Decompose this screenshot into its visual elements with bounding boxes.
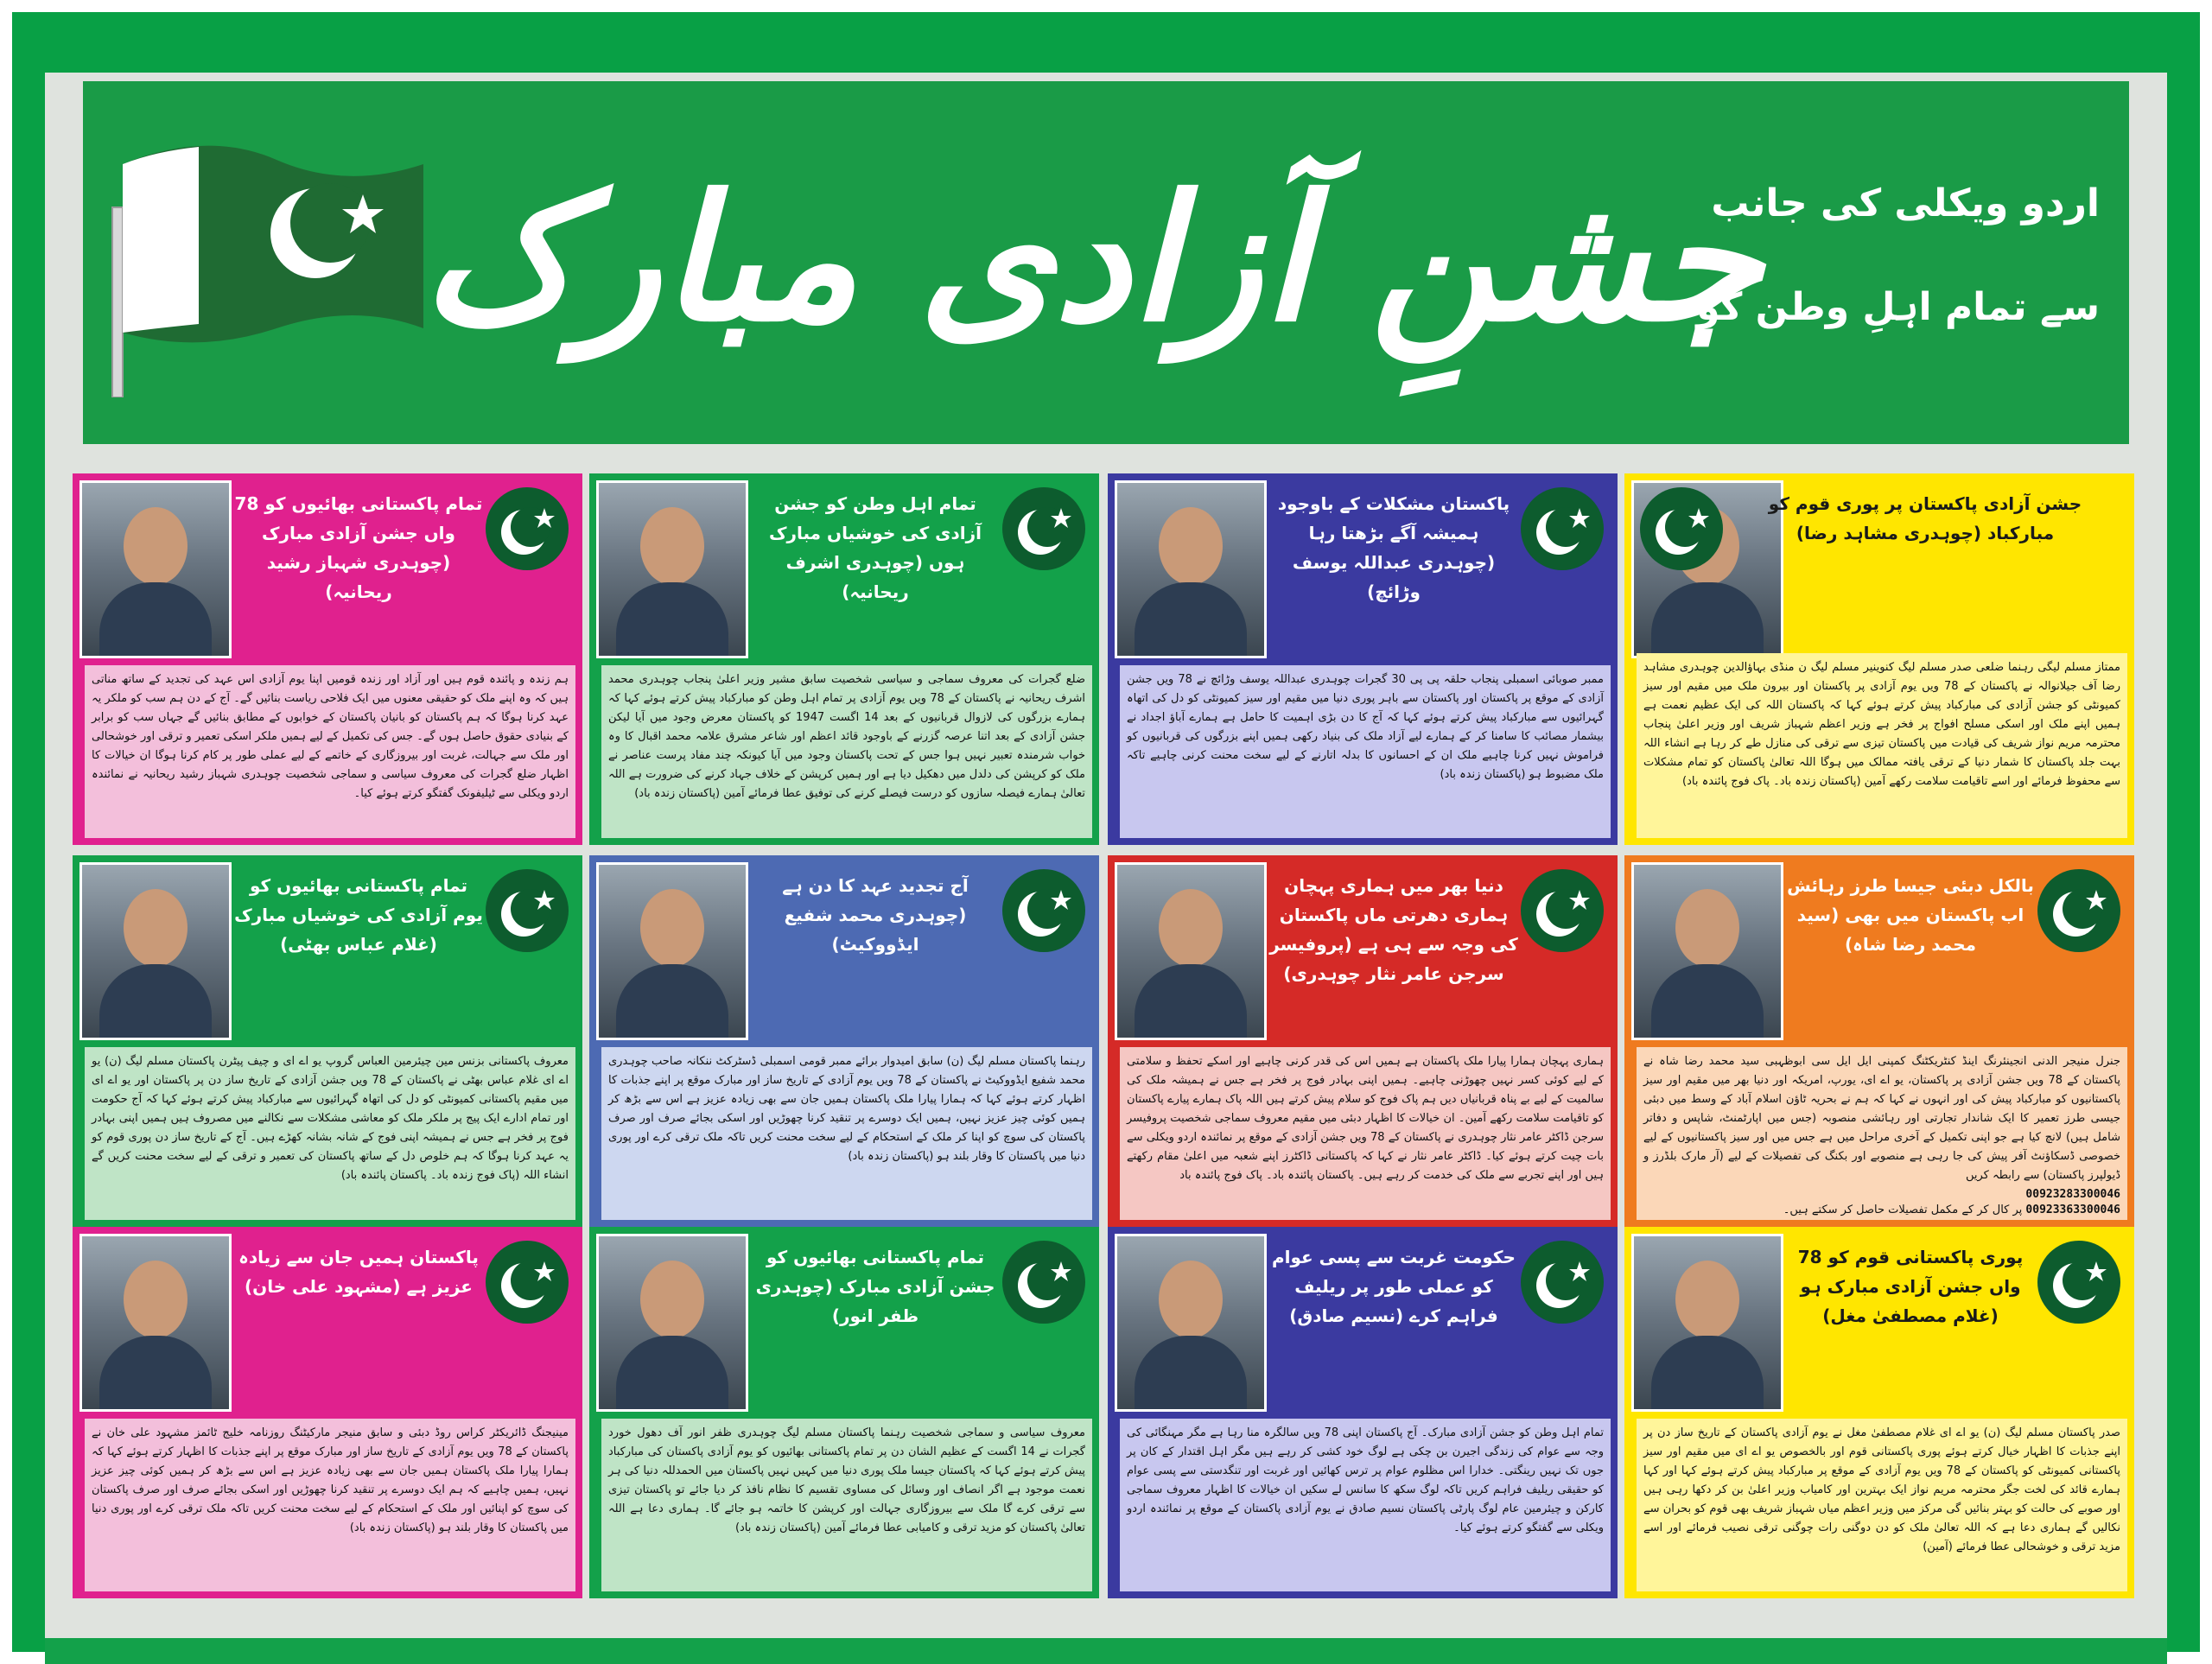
crescent-star-icon bbox=[1519, 486, 1605, 572]
portrait-photo bbox=[596, 1234, 748, 1412]
greeting-card bbox=[73, 855, 582, 1227]
crescent-star-icon bbox=[1638, 486, 1725, 572]
greeting-card bbox=[73, 473, 582, 845]
greeting-card bbox=[1108, 855, 1618, 1227]
card-headline: پاکستان مشکلات کے باوجود ہمیشہ آگے بڑھتا رہا (چوہدری عبداللہ یوسف وڑائچ) bbox=[1277, 493, 1510, 602]
greeting-card bbox=[1624, 855, 2134, 1227]
footer-bar bbox=[45, 1638, 2167, 1664]
crescent-star-icon bbox=[1001, 867, 1087, 954]
contact-box bbox=[1637, 1185, 2127, 1220]
card-headline: پاکستان ہمیں جان سے زیادہ عزیز ہے (مشہود علی خان) bbox=[238, 1247, 479, 1297]
portrait-photo bbox=[1115, 1234, 1267, 1412]
card-body-text: مینیجنگ ڈائریکٹر کراس روڈ دبئی و سابق منیجر مارکیٹنگ روزنامہ خلیج ٹائمز مشہود علی خان نے پاکستان کے 78 ویں یوم آزادی کے تاریخ ساز اور مبارک موقع پر اپنے جذبات کا اظہار کرتے ہوئے کہا کہ ہمارا پیارا ملک پاکستان ہمیں جان سے بھی زیادہ عزیز ہے اس سے بڑھ کر ہمیں کوئی چیز عزیز نہیں، ہمیں چاہیے کہ ہم ایک دوسرے پر تنقید کرنا چھوڑیں اور اسکی بجائے صرف اور صرف پاکستان کی سوچ کو اپنائیں اور ملک کے استحکام کے لیے سخت محنت کریں تاکہ ملک ترقی کرے اور پوری دنیا میں پاکستان کا وقار بلند ہو (پاکستان زندہ باد) bbox=[85, 1419, 575, 1591]
portrait-photo bbox=[596, 862, 748, 1040]
greeting-card bbox=[1624, 1227, 2134, 1598]
card-body-text: معروف سیاسی و سماجی شخصیت رہنما پاکستان مسلم لیگ چوہدری ظفر انور آف دھول خورد گجرات نے 14 اگست کے عظیم الشان دن پر تمام پاکستانی بھائیوں کو یوم آزادی پاکستان کی مبارکباد پیش کرتے ہوئے کہا کہ پاکستان جیسا ملک پوری دنیا میں کہیں نہیں پاکستان میں الحمدللہ دنیا کی ہر نعمت موجود ہے اگر انصاف اور وسائل کی مساوی تقسیم کا نظام نافذ کر دیا جائے تو پاکستان تیزی سے ترقی کرے گا ملک سے بیروزگاری جہالت اور کرپشن کا خاتمہ ہو جائے گا۔ ہماری دعا ہے اللہ تعالیٰ پاکستان کو مزید ترقی و کامیابی عطا فرمائے آمین (پاکستان زندہ باد) bbox=[601, 1419, 1092, 1591]
greeting-card bbox=[1108, 473, 1618, 845]
portrait-photo bbox=[1115, 862, 1267, 1040]
card-headline: دنیا بھر میں ہماری پہچان ہماری دھرتی ماں پاکستان کی وجہ سے ہی ہے (پروفیسر سرجن عامر نثار چوہدری) bbox=[1269, 875, 1518, 984]
card-headline: جشن آزادی پاکستان پر پوری قوم کو مبارکباد (چوہدری مشاہد رضا) bbox=[1768, 493, 2082, 543]
greeting-card bbox=[1624, 473, 2134, 845]
crescent-star-icon bbox=[1001, 1239, 1087, 1325]
greeting-card bbox=[589, 855, 1099, 1227]
crescent-star-icon bbox=[2036, 1239, 2122, 1325]
portrait-photo bbox=[1631, 862, 1783, 1040]
card-headline: تمام پاکستانی بھائیوں کو یوم آزادی کی خوشیاں مبارک (غلام عباس بھٹی) bbox=[234, 875, 483, 955]
portrait-photo bbox=[79, 862, 232, 1040]
card-headline: حکومت غربت سے پسی عوام کو عملی طور پر ریلیف فراہم کرے (نسیم صادق) bbox=[1272, 1247, 1516, 1326]
card-body-text: ضلع گجرات کی معروف سماجی و سیاسی شخصیت سابق مشیر وزیر اعلیٰ پنجاب چوہدری محمد اشرف ریحانیہ نے پاکستان کے 78 ویں یوم آزادی پر تمام اہل وطن کو مبارکباد پیش کرتے ہوئے کہا کہ ہمارے بزرگوں کی لازوال قربانیوں کے بعد 14 اگست 1947 کو پاکستان معرض وجود میں آیا لیکن جشن آزادی کے بعد اتنا عرصہ گزرنے کے باوجود قائد اعظم اور شاعر مشرق علامہ محمد اقبال کا وہ خواب شرمندہ تعبیر نہیں ہوا جس کے تحت پاکستان وجود میں آیا کیونکہ چند مفاد پرست عناصر نے ملک کو کرپشن کی دلدل میں دھکیل دیا ہے اور ہمیں کرپشن کے خلاف جہاد کرنے کی ضرورت ہے اللہ تعالیٰ ہمارے فیصلہ سازوں کو درست فیصلے کرنے کی توفیق عطا فرمائے آمین (پاکستان زندہ باد) bbox=[601, 665, 1092, 838]
greeting-card bbox=[589, 473, 1099, 845]
portrait-photo bbox=[79, 1234, 232, 1412]
card-body-text: جنرل منیجر الدنی انجینئرنگ اینڈ کنٹریکٹنگ کمپنی ایل ایل سی ابوظہبی سید محمد رضا شاہ نے پاکستان کے 78 ویں جشن آزادی پر پاکستان، یو اے ای، یورپ، امریکہ اور دنیا بھر میں مقیم اور سیز پاکستانیوں کو مبارکباد پیش کی اور انہوں نے کہا کہ ہم نے بحریہ ٹاؤن اسلام آباد کے وسط میں دبئی جیسی طرز تعمیر کا ایک شاندار تجارتی اور رہائشی منصوبہ (جس میں اپارٹمنٹ، شاپس و دفاتر شامل ہیں) لانچ کیا ہے جو اپنی تکمیل کے آخری مراحل میں ہے جس میں اور سیز پاکستانیوں کے لیے خصوصی ڈسکاؤنٹ آفر پیش کی جا رہی ہے منصوبے اور بکنگ کی تفصیلات کے لیے (آر مارک بلڈرز و ڈیولپرز پاکستان) سے رابطہ کریں bbox=[1637, 1047, 2127, 1185]
phone-note: پر کال کر کے مکمل تفصیلات حاصل کر سکتے ہیں۔ bbox=[1783, 1204, 2023, 1216]
crescent-star-icon bbox=[484, 486, 570, 572]
page-title: جشنِ آزادی مبارک bbox=[423, 157, 1763, 360]
phone-number[interactable]: 00923283300046 bbox=[2025, 1188, 2120, 1201]
card-body-text: ممبر صوبائی اسمبلی پنجاب حلقہ پی پی 30 گجرات چوہدری عبداللہ یوسف وڑائچ نے 78 ویں جشن آزادی کے موقع پر پاکستان اور پاکستان سے باہر پوری دنیا میں مقیم اور سیز کمیونٹی کو دل کی اتھاہ گہرائیوں سے مبارکباد پیش کرتے ہوئے کہا کہ آج کا دن بڑی اہمیت کا حامل ہے ہمارے آباؤ اجداد نے بیشمار مصائب کا سامنا کر کے ہمارے لیے آزاد ملک کی بنیاد رکھی ہمیں اپنے بزرگوں کی قربانیوں کو فراموش نہیں کرنا چاہیے ملک ان کے احسانوں کا بدلہ اتارنے کے لیے سخت محنت کرنی چاہیے تاکہ ملک مضبوط ہو (پاکستان زندہ باد) bbox=[1120, 665, 1611, 838]
card-headline: بالکل دبئی جیسا طرز رہائش اب پاکستان میں بھی (سید محمد رضا شاہ) bbox=[1787, 875, 2034, 955]
card-headline: پوری پاکستانی قوم کو 78 واں جشن آزادی مبارک ہو (غلام مصطفیٰ مغل) bbox=[1797, 1247, 2024, 1326]
portrait-photo bbox=[596, 480, 748, 658]
greeting-card bbox=[73, 1227, 582, 1598]
portrait-photo bbox=[79, 480, 232, 658]
card-headline: آج تجدید عہد کا دن ہے (چوہدری محمد شفیع ایڈووکیٹ) bbox=[782, 875, 969, 955]
greeting-card bbox=[589, 1227, 1099, 1598]
header-subtitle-bottom: سے تمام اہلِ وطن کو bbox=[1696, 285, 2100, 329]
crescent-star-icon bbox=[1519, 867, 1605, 954]
card-headline: تمام پاکستانی بھائیوں کو 78 واں جشن آزادی مبارک (چوہدری شہباز رشید ریحانیہ) bbox=[234, 493, 483, 602]
card-body-text: معروف پاکستانی بزنس مین چیئرمین العباس گروپ یو اے ای و چیف پیٹرن پاکستان مسلم لیگ (ن) یو اے ای غلام عباس بھٹی نے پاکستان کے 78 ویں جشن آزادی کے تاریخ ساز دن پر پاکستان اور یو اے ای میں مقیم پاکستانی کمیونٹی کو دل کی اتھاہ گہرائیوں سے مبارکباد پیش کرتے ہوئے کہا کہ آج حکومت اور تمام ادارے ایک پیج پر ملکر ملک کو معاشی مشکلات سے نکالنے میں مصروف ہیں ہمیں اپنی بہادر فوج پر فخر ہے جس نے ہمیشہ اپنی فوج کے شانہ بشانہ کھڑے ہیں۔ آج کے تاریخ ساز دن پوری قوم کو یہ عہد کرنا ہوگا کہ ہم خلوص دل کے ساتھ پاکستان کی تعمیر و ترقی کے لیے سخت محنت کریں گے انشاء اللہ (پاک فوج زندہ باد۔ پاکستان پائندہ باد) bbox=[85, 1047, 575, 1220]
crescent-star-icon bbox=[2036, 867, 2122, 954]
portrait-photo bbox=[1631, 1234, 1783, 1412]
card-body-text: رہنما پاکستان مسلم لیگ (ن) سابق امیدوار برائے ممبر قومی اسمبلی ڈسٹرکٹ ننکانہ صاحب چوہدری محمد شفیع ایڈووکیٹ نے پاکستان کے 78 ویں یوم آزادی کے تاریخ ساز اور مبارک موقع پر اپنے جذبات کا اظہار کرتے ہوئے کہا کہ ہمارا پیارا ملک پاکستان ہمیں جان سے بھی زیادہ عزیز ہے اس سے بڑھ کر ہمیں کوئی چیز عزیز نہیں، ہمیں ایک دوسرے پر تنقید کرنا چھوڑیں اور اسکی بجائے صرف اور صرف پاکستان کی سوچ کو اپنا کر ملک کے استحکام کے لیے سخت محنت کریں تاکہ ملک ترقی کرے اور پوری دنیا میں پاکستان کا وقار بلند ہو (پاکستان زندہ باد) bbox=[601, 1047, 1092, 1220]
portrait-photo bbox=[1115, 480, 1267, 658]
crescent-star-icon bbox=[484, 867, 570, 954]
card-headline: تمام پاکستانی بھائیوں کو جشن آزادی مبارک (چوہدری ظفر انور) bbox=[755, 1247, 995, 1326]
greeting-card bbox=[1108, 1227, 1618, 1598]
card-body-text: ہماری پہچان ہمارا پیارا ملک پاکستان ہے ہمیں اس کی قدر کرنی چاہیے اور اسکے تحفظ و سلامتی کے لیے کوئی کسر نہیں چھوڑنی چاہیے۔ ہمیں اپنی بہادر فوج پر فخر ہے جس نے ہمیشہ ملک کی سالمیت کے لیے بے پناہ قربانیاں دیں ہم پاک فوج کو سلام پیش کرتے ہیں اللہ پاک ہمارے پیارے پاکستان کو تاقیامت سلامت رکھے آمین۔ ان خیالات کا اظہار دبئی میں مقیم معروف سماجی شخصیت پروفیسر سرجن ڈاکٹر عامر نثار چوہدری نے پاکستان کے 78 ویں جشن آزادی کے موقع پر نمائندہ اردو ویکلی سے بات چیت کرتے ہوئے کیا۔ ڈاکٹر عامر نثار نے کہا کہ پاکستانی ڈاکٹرز اپنے شعبہ میں اعلیٰ مقام رکھتے ہیں اور اپنے تجربے سے ملک کی خدمت کر رہے ہیں۔ پاکستان پائندہ باد۔ پاک فوج پائندہ باد bbox=[1120, 1047, 1611, 1220]
phone-number-secondary[interactable]: 00923363300046 bbox=[2025, 1204, 2120, 1216]
card-body-text: تمام اہل وطن کو جشن آزادی مبارک۔ آج پاکستان اپنی 78 ویں سالگرہ منا رہا ہے مگر مہنگائی کی وجہ سے عوام کی زندگی اجیرن بن چکی ہے لوگ خود کشی کر رہے ہیں مگر اہل اقتدار کے کان پر جوں تک نہیں رینگتی۔ خدارا اس مظلوم عوام پر ترس کھائیں اور غربت اور تنگدستی سے پسی عوام کو حقیقی ریلیف فراہم کریں تاکہ لوگ سکھ کا سانس لے سکیں ان خیالات کا اظہار معروف سماجی کارکن و چیئرمین عام لوگ پارٹی پاکستان نسیم صادق نے یوم آزادی پاکستان کے موقع پر نمائندہ اردو ویکلی سے گفتگو کرتے ہوئے کیا۔ bbox=[1120, 1419, 1611, 1591]
card-body-text: ممتاز مسلم لیگی رہنما ضلعی صدر مسلم لیگ کنوینیر مسلم لیگ ن منڈی بہاؤالدین چوہدری مشاہد رضا آف جیلانوالہ نے پاکستان کے 78 ویں یوم آزادی پر پاکستان اور بیرون ملک میں مقیم اور سیز کمیونٹی کو جشن آزادی کی مبارکباد پیش کرتے ہوئے کہا کہ پاکستان اللہ کی ایک عظیم نعمت ہے ہمیں اپنے ملک اور اسکی مسلح افواج پر فخر ہے وزیر اعظم شہباز شریف اور وزیر اعلیٰ پنجاب محترمہ مریم نواز شریف کی قیادت میں پاکستان تیزی سے ترقی کی منازل طے کر رہا ہے انشاء اللہ بہت جلد پاکستان کا شمار دنیا کے ترقی یافتہ ممالک میں ہوگا اللہ تعالیٰ پاکستان کو تمام مشکلات سے محفوظ فرمائے اور اسے تاقیامت سلامت رکھے آمین (پاکستان زندہ باد۔ پاک فوج پائندہ باد) bbox=[1637, 653, 2127, 838]
crescent-star-icon bbox=[1519, 1239, 1605, 1325]
pakistan-flag-icon bbox=[104, 112, 432, 397]
header-subtitle-top: اردو ویکلی کی جانب bbox=[1711, 181, 2100, 225]
card-body-text: صدر پاکستان مسلم لیگ (ن) یو اے ای غلام مصطفیٰ مغل نے یوم آزادی پاکستان کے تاریخ ساز دن پر اپنے جذبات کا اظہار خیال کرتے ہوئے پوری پاکستانی قوم اور بالخصوص یو اے ای میں مقیم اور سیز پاکستانی کمیونٹی کو پاکستان کے 78 ویں یوم آزادی کے موقع پر مبارکباد پیش کرتے ہوئے کہا اور کہا ہمارے قائد کی لخت جگر محترمہ مریم نواز ایک بہترین اور کامیاب وزیر اعلیٰ بن کر دکھا رہی ہیں اور صوبے کی حالت کو بہتر بنائیں گی مرکز میں وزیر اعظم میاں شہباز شریف بھی قوم کو بحران سے نکالیں گے ہماری دعا ہے کہ اللہ تعالیٰ ملک کو دن دوگنی رات چوگنی ترقی نصیب فرمائے اور اسے مزید ترقی و خوشحالی عطا فرمائے (آمین) bbox=[1637, 1419, 2127, 1591]
card-body-text: ہم زندہ و پائندہ قوم ہیں اور آزاد اور زندہ قومیں اپنا یوم آزادی اس عہد کی تجدید کے ساتھ مناتی ہیں کہ وہ اپنے ملک کو حقیقی معنوں میں ایک فلاحی ریاست بنائیں گے۔ آج کے دن ہم سب کو ملکر یہ عہد کرنا ہوگا کہ ہم پاکستان کو بانیان پاکستان کے خوابوں کے مطابق بنائیں گے جہاں سب کو برابر کے بنیادی حقوق حاصل ہوں گے۔ جس کی تکمیل کے لیے ہمیں ملکر اسکی تعمیر و ترقی اور خوشحالی اور ملک سے جہالت، غربت اور بیروزگاری کے خاتمے کے لیے عملی طور پر کام کرنا ہوگا ان خیالات کا اظہار ضلع گجرات کی معروف سیاسی و سماجی شخصیت چوہدری شہباز رشید ریحانیہ نے نمائندہ اردو ویکلی سے ٹیلیفونک گفتگو کرتے ہوئے کیا۔ bbox=[85, 665, 575, 838]
crescent-star-icon bbox=[484, 1239, 570, 1325]
card-headline: تمام اہل وطن کو جشن آزادی کی خوشیاں مبارک ہوں (چوہدری اشرف ریحانیہ) bbox=[769, 493, 982, 602]
crescent-star-icon bbox=[1001, 486, 1087, 572]
